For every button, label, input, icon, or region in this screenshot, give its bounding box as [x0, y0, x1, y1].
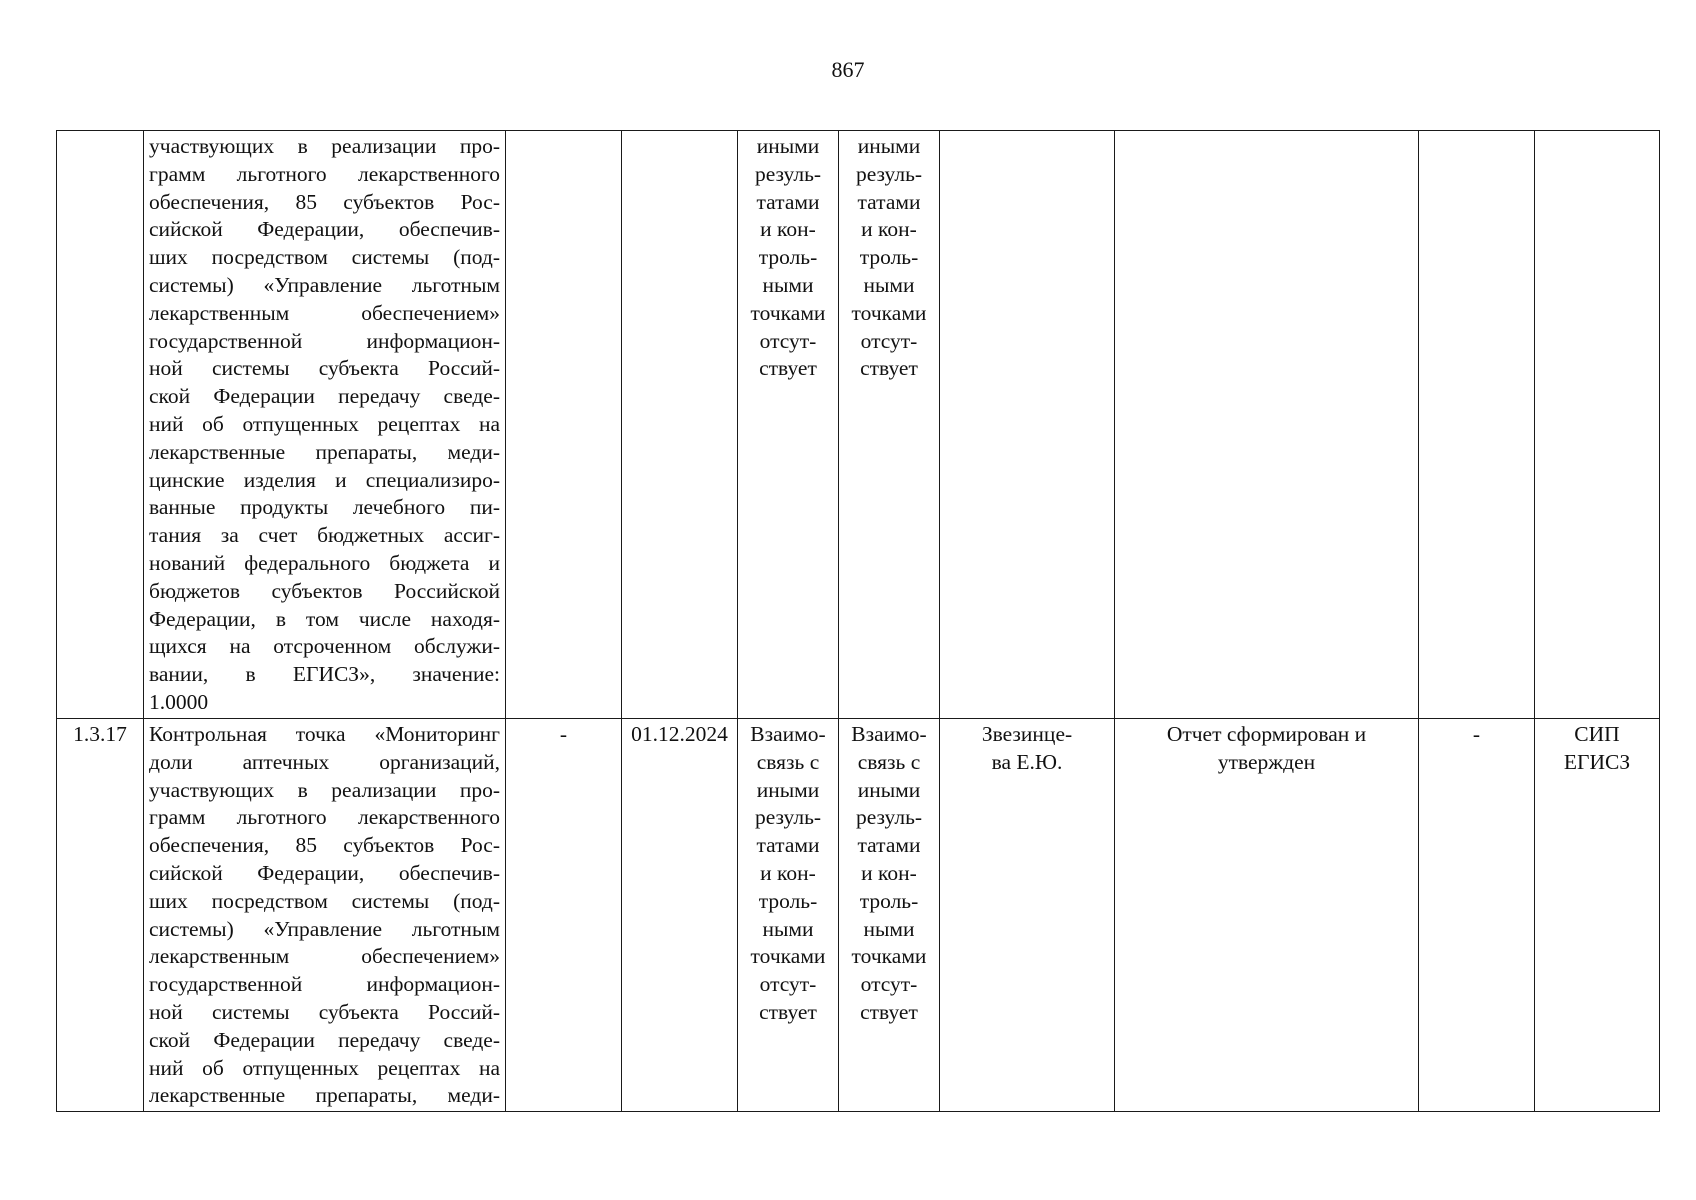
- text-line: ших посредством системы (под-: [149, 888, 500, 913]
- text-line: лекарственным обеспечением»: [149, 944, 500, 969]
- text-line: ствует: [860, 999, 918, 1024]
- text-line: грамм льготного лекарственного: [149, 805, 500, 830]
- text-line: ванные продукты лечебного пи-: [149, 495, 500, 520]
- dash-cell: -: [506, 719, 622, 1112]
- text-line: троль-: [758, 245, 818, 270]
- text-line: ными: [863, 916, 915, 941]
- text-line: Контрольная точка «Мониторинг: [149, 722, 500, 746]
- text-line: 1.0000: [149, 689, 209, 714]
- document-table: [56, 130, 1660, 1112]
- text-line: иными: [756, 134, 820, 158]
- text-line: лекарственным обеспечением»: [149, 300, 500, 325]
- link-cell-1: [738, 131, 839, 719]
- text-line: бюджетов субъектов Российской: [149, 578, 500, 603]
- text-line: государственной информацион-: [149, 972, 500, 997]
- text-line: точками: [851, 300, 927, 325]
- text-line: и кон-: [760, 860, 816, 885]
- table-row: [57, 131, 1660, 719]
- link-cell-2: [839, 719, 940, 1112]
- text-line: ний об отпущенных рецептах на: [149, 411, 500, 436]
- text-line: лекарственные препараты, меди-: [149, 1083, 500, 1108]
- text-line: Взаимо-: [851, 722, 927, 746]
- text-line: доли аптечных организаций,: [149, 749, 500, 774]
- text-line: СИП: [1574, 722, 1620, 746]
- text-line: иными: [857, 777, 921, 802]
- text-line: системы) «Управление льготным: [149, 272, 500, 297]
- text-line: точками: [750, 944, 826, 969]
- text-line: татами: [756, 189, 820, 214]
- dash-cell: [506, 131, 622, 719]
- date-cell: 01.12.2024: [622, 719, 738, 1112]
- text-line: Звезинце-: [981, 722, 1073, 746]
- text-line: ствует: [860, 356, 918, 381]
- text-line: Федерации, в том числе находя-: [149, 606, 500, 631]
- text-line: и кон-: [861, 860, 917, 885]
- text-line: ших посредством системы (под-: [149, 245, 500, 270]
- text-line: резуль-: [855, 161, 923, 186]
- responsible-cell: [940, 131, 1115, 719]
- text-line: троль-: [859, 888, 919, 913]
- text-line: Взаимо-: [750, 722, 826, 746]
- text-line: обеспечения, 85 субъектов Рос-: [149, 833, 500, 858]
- text-line: ской Федерации передачу сведе-: [149, 384, 500, 409]
- result-cell: [1115, 719, 1419, 1112]
- text-line: участвующих в реализации про-: [149, 134, 500, 158]
- text-line: татами: [756, 833, 820, 858]
- text-line: иными: [857, 134, 921, 158]
- text-line: сийской Федерации, обеспечив-: [149, 860, 500, 885]
- description-cell: [144, 719, 506, 1112]
- text-line: вании, в ЕГИСЗ», значение:: [149, 662, 500, 687]
- text-line: нований федерального бюджета и: [149, 550, 500, 575]
- text-line: отсут-: [759, 972, 817, 997]
- result-cell: [1115, 131, 1419, 719]
- text-line: отсут-: [860, 972, 918, 997]
- text-line: системы) «Управление льготным: [149, 916, 500, 941]
- text-line: иными: [756, 777, 820, 802]
- description-cell: [144, 131, 506, 719]
- row-number-cell: 1.3.17: [57, 719, 144, 1112]
- text-line: щихся на отсроченном обслужи-: [149, 634, 500, 659]
- link-cell-2: [839, 131, 940, 719]
- text-line: сийской Федерации, обеспечив-: [149, 217, 500, 242]
- text-line: грамм льготного лекарственного: [149, 161, 500, 186]
- text-line: ний об отпущенных рецептах на: [149, 1055, 500, 1080]
- text-line: ствует: [759, 356, 817, 381]
- date-cell: [622, 131, 738, 719]
- text-line: резуль-: [754, 161, 822, 186]
- text-line: ной системы субъекта Россий-: [149, 999, 500, 1024]
- row-number-cell: [57, 131, 144, 719]
- text-line: татами: [857, 833, 921, 858]
- text-line: утвержден: [1217, 749, 1316, 774]
- text-line: и кон-: [861, 217, 917, 242]
- text-line: отсут-: [860, 328, 918, 353]
- text-line: отсут-: [759, 328, 817, 353]
- text-line: ными: [762, 916, 814, 941]
- text-line: точками: [851, 944, 927, 969]
- text-line: государственной информацион-: [149, 328, 500, 353]
- system-cell: [1535, 719, 1660, 1112]
- table-row: [57, 719, 1660, 1112]
- text-line: точками: [750, 300, 826, 325]
- dash-cell-2: -: [1419, 719, 1535, 1112]
- text-line: ствует: [759, 999, 817, 1024]
- text-line: татами: [857, 189, 921, 214]
- text-line: резуль-: [754, 805, 822, 830]
- text-line: обеспечения, 85 субъектов Рос-: [149, 189, 500, 214]
- dash-cell-2: [1419, 131, 1535, 719]
- text-line: ными: [863, 272, 915, 297]
- text-line: Отчет сформирован и: [1166, 722, 1367, 746]
- text-line: ной системы субъекта Россий-: [149, 356, 500, 381]
- text-line: резуль-: [855, 805, 923, 830]
- text-line: ва Е.Ю.: [991, 749, 1063, 774]
- text-line: участвующих в реализации про-: [149, 777, 500, 802]
- link-cell-1: [738, 719, 839, 1112]
- text-line: цинские изделия и специализиро-: [149, 467, 500, 492]
- text-line: и кон-: [760, 217, 816, 242]
- text-line: троль-: [859, 245, 919, 270]
- text-line: связь с: [756, 749, 820, 774]
- responsible-cell: [940, 719, 1115, 1112]
- text-line: ской Федерации передачу сведе-: [149, 1027, 500, 1052]
- text-line: троль-: [758, 888, 818, 913]
- system-cell: [1535, 131, 1660, 719]
- text-line: лекарственные препараты, меди-: [149, 439, 500, 464]
- text-line: связь с: [857, 749, 921, 774]
- text-line: ными: [762, 272, 814, 297]
- page-number: 867: [831, 57, 865, 82]
- text-line: ЕГИСЗ: [1563, 749, 1631, 774]
- text-line: тания за счет бюджетных ассиг-: [149, 523, 500, 548]
